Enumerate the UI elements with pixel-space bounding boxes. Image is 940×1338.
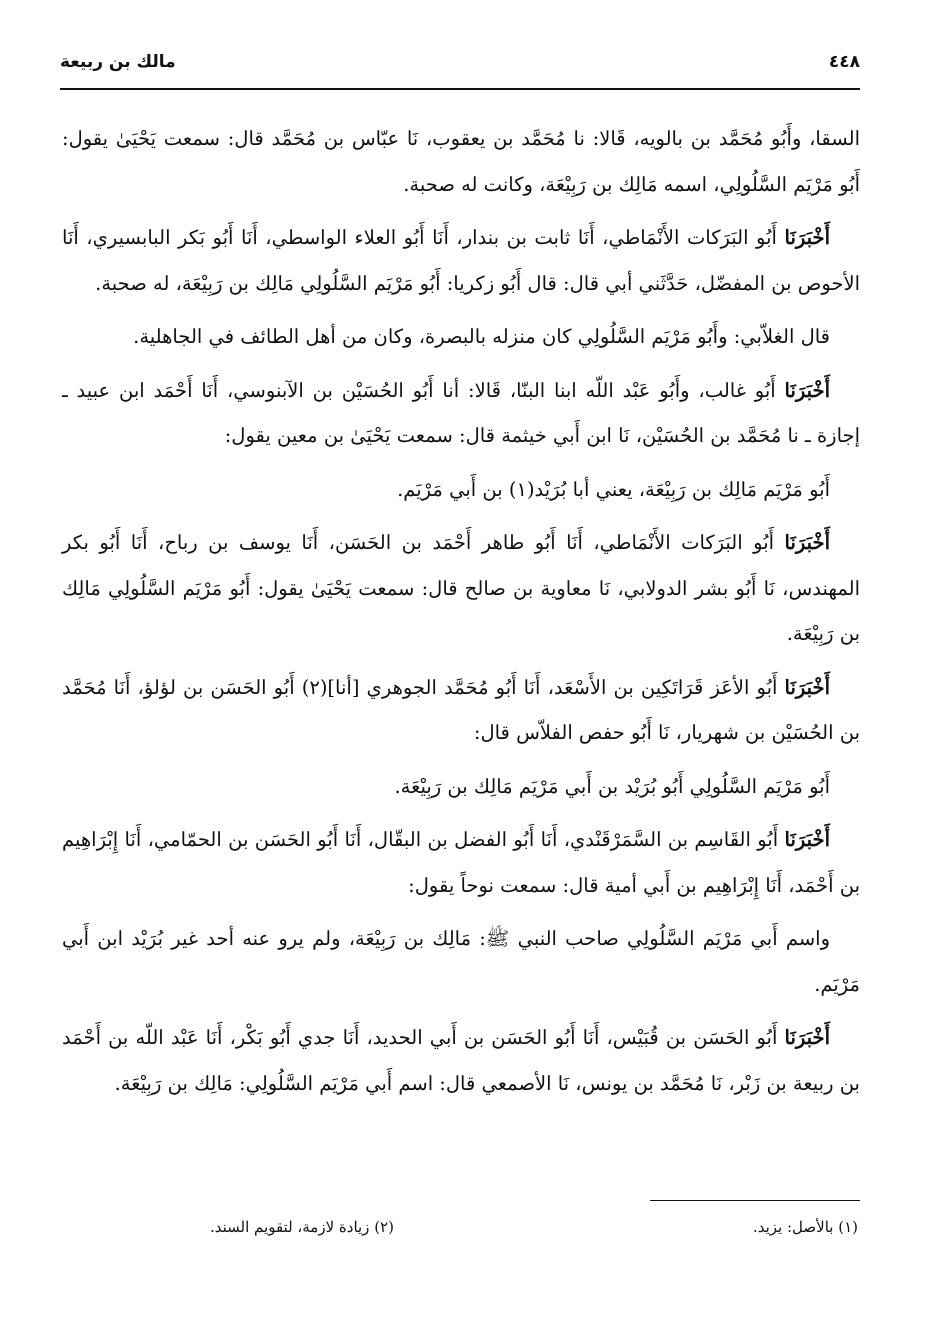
paragraph-text: أَبُو البَرَكات الأَنْمَاطي، أَنَا ثابت بن بندار، أَنَا أَبُو العلاء الواسطي، أَنَا أَبُو بَكر البابسيري، أَنَا الأحوص بن المفضّل، حَدَّثَني أبي قال: قال أَبُو زكريا: أَبُو مَرْيَم السَّلُولِي مَالِك بن رَبِيْعَة، له صحبة. <box>62 226 860 295</box>
paragraph-lead: أَخْبَرَنَا <box>784 675 831 699</box>
header-divider <box>60 88 860 90</box>
paragraph-text: أَبُو القَاسِم بن السَّمَرْقَنْدي، أَنَا أَبُو الفضل بن البقّال، أَنَا أَبُو الحَسَن بن الحمّامي، أَنَا إِبْرَاهِيم بن أَحْمَد، أَنَا إِبْرَاهِيم بن أَبي أمية قال: سمعت نوحاً يقول: <box>62 828 860 897</box>
paragraph <box>62 116 860 207</box>
paragraph-lead: أَخْبَرَنَا <box>784 531 830 554</box>
paragraph <box>62 916 860 1007</box>
main-text <box>62 116 860 1114</box>
paragraph-lead: أَخْبَرَنَا <box>784 226 830 249</box>
quoted-line <box>62 764 860 810</box>
paragraph-text: أَبُو مَرْيَم السَّلُولِي أَبُو بُرَيْد بن أَبي مَرْيَم مَالِك بن رَبِيْعَة. <box>394 774 830 798</box>
paragraph <box>62 368 860 459</box>
page-number: ٤٤٨ <box>828 52 860 72</box>
page-header <box>60 52 860 72</box>
paragraph-text: أَبُو الحَسَن بن قُبَيْس، أَنَا أَبُو الحَسَن بن أَبي الحديد، أَنَا جدي أَبُو بَكْر، أَنَا عَبْد اللّه بن أَحْمَد بن ربيعة بن زَبْر، نَا مُحَمَّد بن يونس، نَا الأصمعي قال: اسم أَبي مَرْيَم السَّلُولِي: مَالِك بن رَبِيْعَة. <box>62 1026 860 1095</box>
paragraph-lead: أَخْبَرَنَا <box>784 1026 830 1049</box>
footnote-2: (٢) زيادة لازمة، لتقويم السند. <box>210 1218 394 1236</box>
paragraph <box>62 314 860 360</box>
paragraph-text: قال الغلاّبي: وأَبُو مَرْيَم السَّلُولِي كان منزله بالبصرة، وكان من أهل الطائف في الجاهلية. <box>133 325 830 348</box>
paragraph <box>62 665 860 756</box>
paragraph-text: أَبُو غالب، وأَبُو عَبْد اللّه ابنا البنّا، قَالا: أنا أَبُو الحُسَيْن بن الآبنوسي، أَنَا أَحْمَد ابن عبيد ـ إجازة ـ نا مُحَمَّد بن الحُسَيْن، نَا ابن أَبي خيثمة قال: سمعت يَحْيَىٰ بن معين يقول: <box>62 378 860 447</box>
paragraph-text: أَبُو الأعَز قَرَاتَكِين بن الأَسْعَد، أَنَا أَبُو مُحَمَّد الجوهري [أنا](٢) أَبُو الحَسَن بن لؤلؤ، أَنَا مُحَمَّد بن الحُسَيْن بن شهريار، نَا أَبُو حفص الفلاّس قال: <box>62 675 860 744</box>
paragraph <box>62 817 860 908</box>
paragraph-text: أَبُو مَرْيَم مَالِك بن رَبِيْعَة، يعني أبا بُرَيْد(١) بن أَبي مَرْيَم. <box>397 477 830 501</box>
paragraph <box>62 520 860 657</box>
paragraph <box>62 215 860 306</box>
paragraph <box>62 1015 860 1106</box>
paragraph-lead: أَخْبَرَنَا <box>784 378 830 402</box>
paragraph-lead: أَخْبَرَنَا <box>784 828 830 851</box>
running-title: مالك بن ربيعة <box>60 52 176 72</box>
footnotes <box>80 1212 858 1242</box>
footnote-1: (١) بالأصل: يزيد. <box>752 1218 858 1236</box>
footnote-divider <box>650 1200 860 1201</box>
paragraph-text: أَبُو البَرَكات الأَنْمَاطي، أَنَا أَبُو طاهر أَحْمَد بن الحَسَن، أَنَا يوسف بن رباح، أَنَا أَبُو بكر المهندس، نَا أَبُو بشر الدولابي، نَا معاوية بن صالح قال: سمعت يَحْيَىٰ يقول: أَبُو مَرْيَم السَّلُولِي مَالِك بن رَبِيْعَة. <box>62 531 860 645</box>
paragraph-text: السقا، وأَبُو مُحَمَّد بن بالويه، قَالا: نا مُحَمَّد بن يعقوب، نَا عبّاس بن مُحَمَّد قال: سمعت يَحْيَىٰ يقول: أَبُو مَرْيَم السَّلُولِي، اسمه مَالِك بن رَبِيْعَة، وكانت له صحبة. <box>62 127 860 196</box>
quoted-line <box>62 467 860 513</box>
paragraph-text: واسم أَبي مَرْيَم السَّلُولِي صاحب النبي ﷺ: مَالِك بن رَبِيْعَة، ولم يرو عنه أحد غير بُرَيْد ابن أَبي مَرْيَم. <box>62 927 860 996</box>
